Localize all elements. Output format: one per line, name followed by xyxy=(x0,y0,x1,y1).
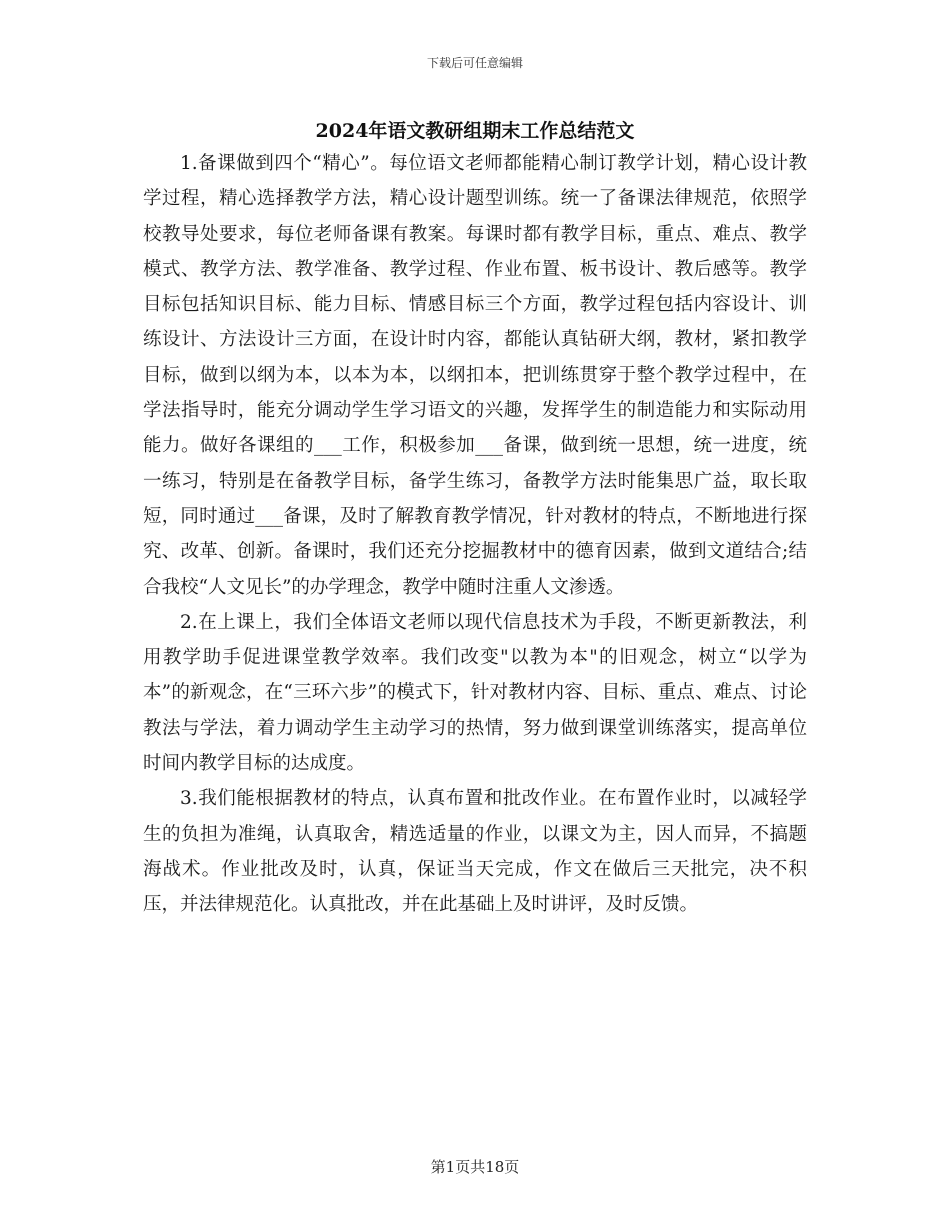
page-number-footer: 第1页共18页 xyxy=(430,1158,520,1176)
paragraph-3: 3.我们能根据教材的特点，认真布置和批改作业。在布置作业时，以减轻学生的负担为准绳，认真取舍，精选适量的作业，以课文为主，因人而异，不搞题海战术。作业批改及时，认真，保证当天完成，作文在做后三天批完，决不积压，并法律规范化。认真批改，并在此基础上及时讲评，及时反馈。 xyxy=(143,788,807,916)
document-body xyxy=(143,146,807,923)
paragraph-2: 2.在上课上，我们全体语文老师以现代信息技术为手段，不断更新教法，利用教学助手促进课堂教学效率。我们改变"以教为本"的旧观念，树立“以学为本”的新观念，在“三环六步”的模式下，针对教材内容、目标、重点、难点、讨论教法与学法，着力调动学生主动学习的热情，努力做到课堂训练落实，提高单位时间内教学目标的达成度。 xyxy=(143,611,807,775)
page-header-note: 下载后可任意编辑 xyxy=(426,56,523,70)
document-title: 2024年语文教研组期末工作总结范文 xyxy=(315,120,635,142)
paragraph-1: 1.备课做到四个“精心”。每位语文老师都能精心制订教学计划，精心设计教学过程，精心选择教学方法，精心设计题型训练。统一了备课法律规范，依照学校教导处要求，每位老师备课有教案。每课时都有教学目标，重点、难点、教学模式、教学方法、教学准备、教学过程、作业布置、板书设计、教后感等。教学目标包括知识目标、能力目标、情感目标三个方面，教学过程包括内容设计、训练设计、方法设计三方面，在设计时内容，都能认真钻研大纲，教材，紧扣教学目标，做到以纲为本，以本为本，以纲扣本，把训练贯穿于整个教学过程中，在学法指导时，能充分调动学生学习语文的兴趣，发挥学生的制造能力和实际动用能力。做好各课组的___工作，积极参加___备课，做到统一思想，统一进度，统一练习，特别是在备教学目标，备学生练习，备教学方法时能集思广益，取长取短，同时通过___备课，及时了解教育教学情况，针对教材的特点，不断地进行探究、改革、创新。备课时，我们还充分挖掘教材中的德育因素，做到文道结合;结合我校“人文见长”的办学理念，教学中随时注重人文渗透。 xyxy=(143,153,807,598)
